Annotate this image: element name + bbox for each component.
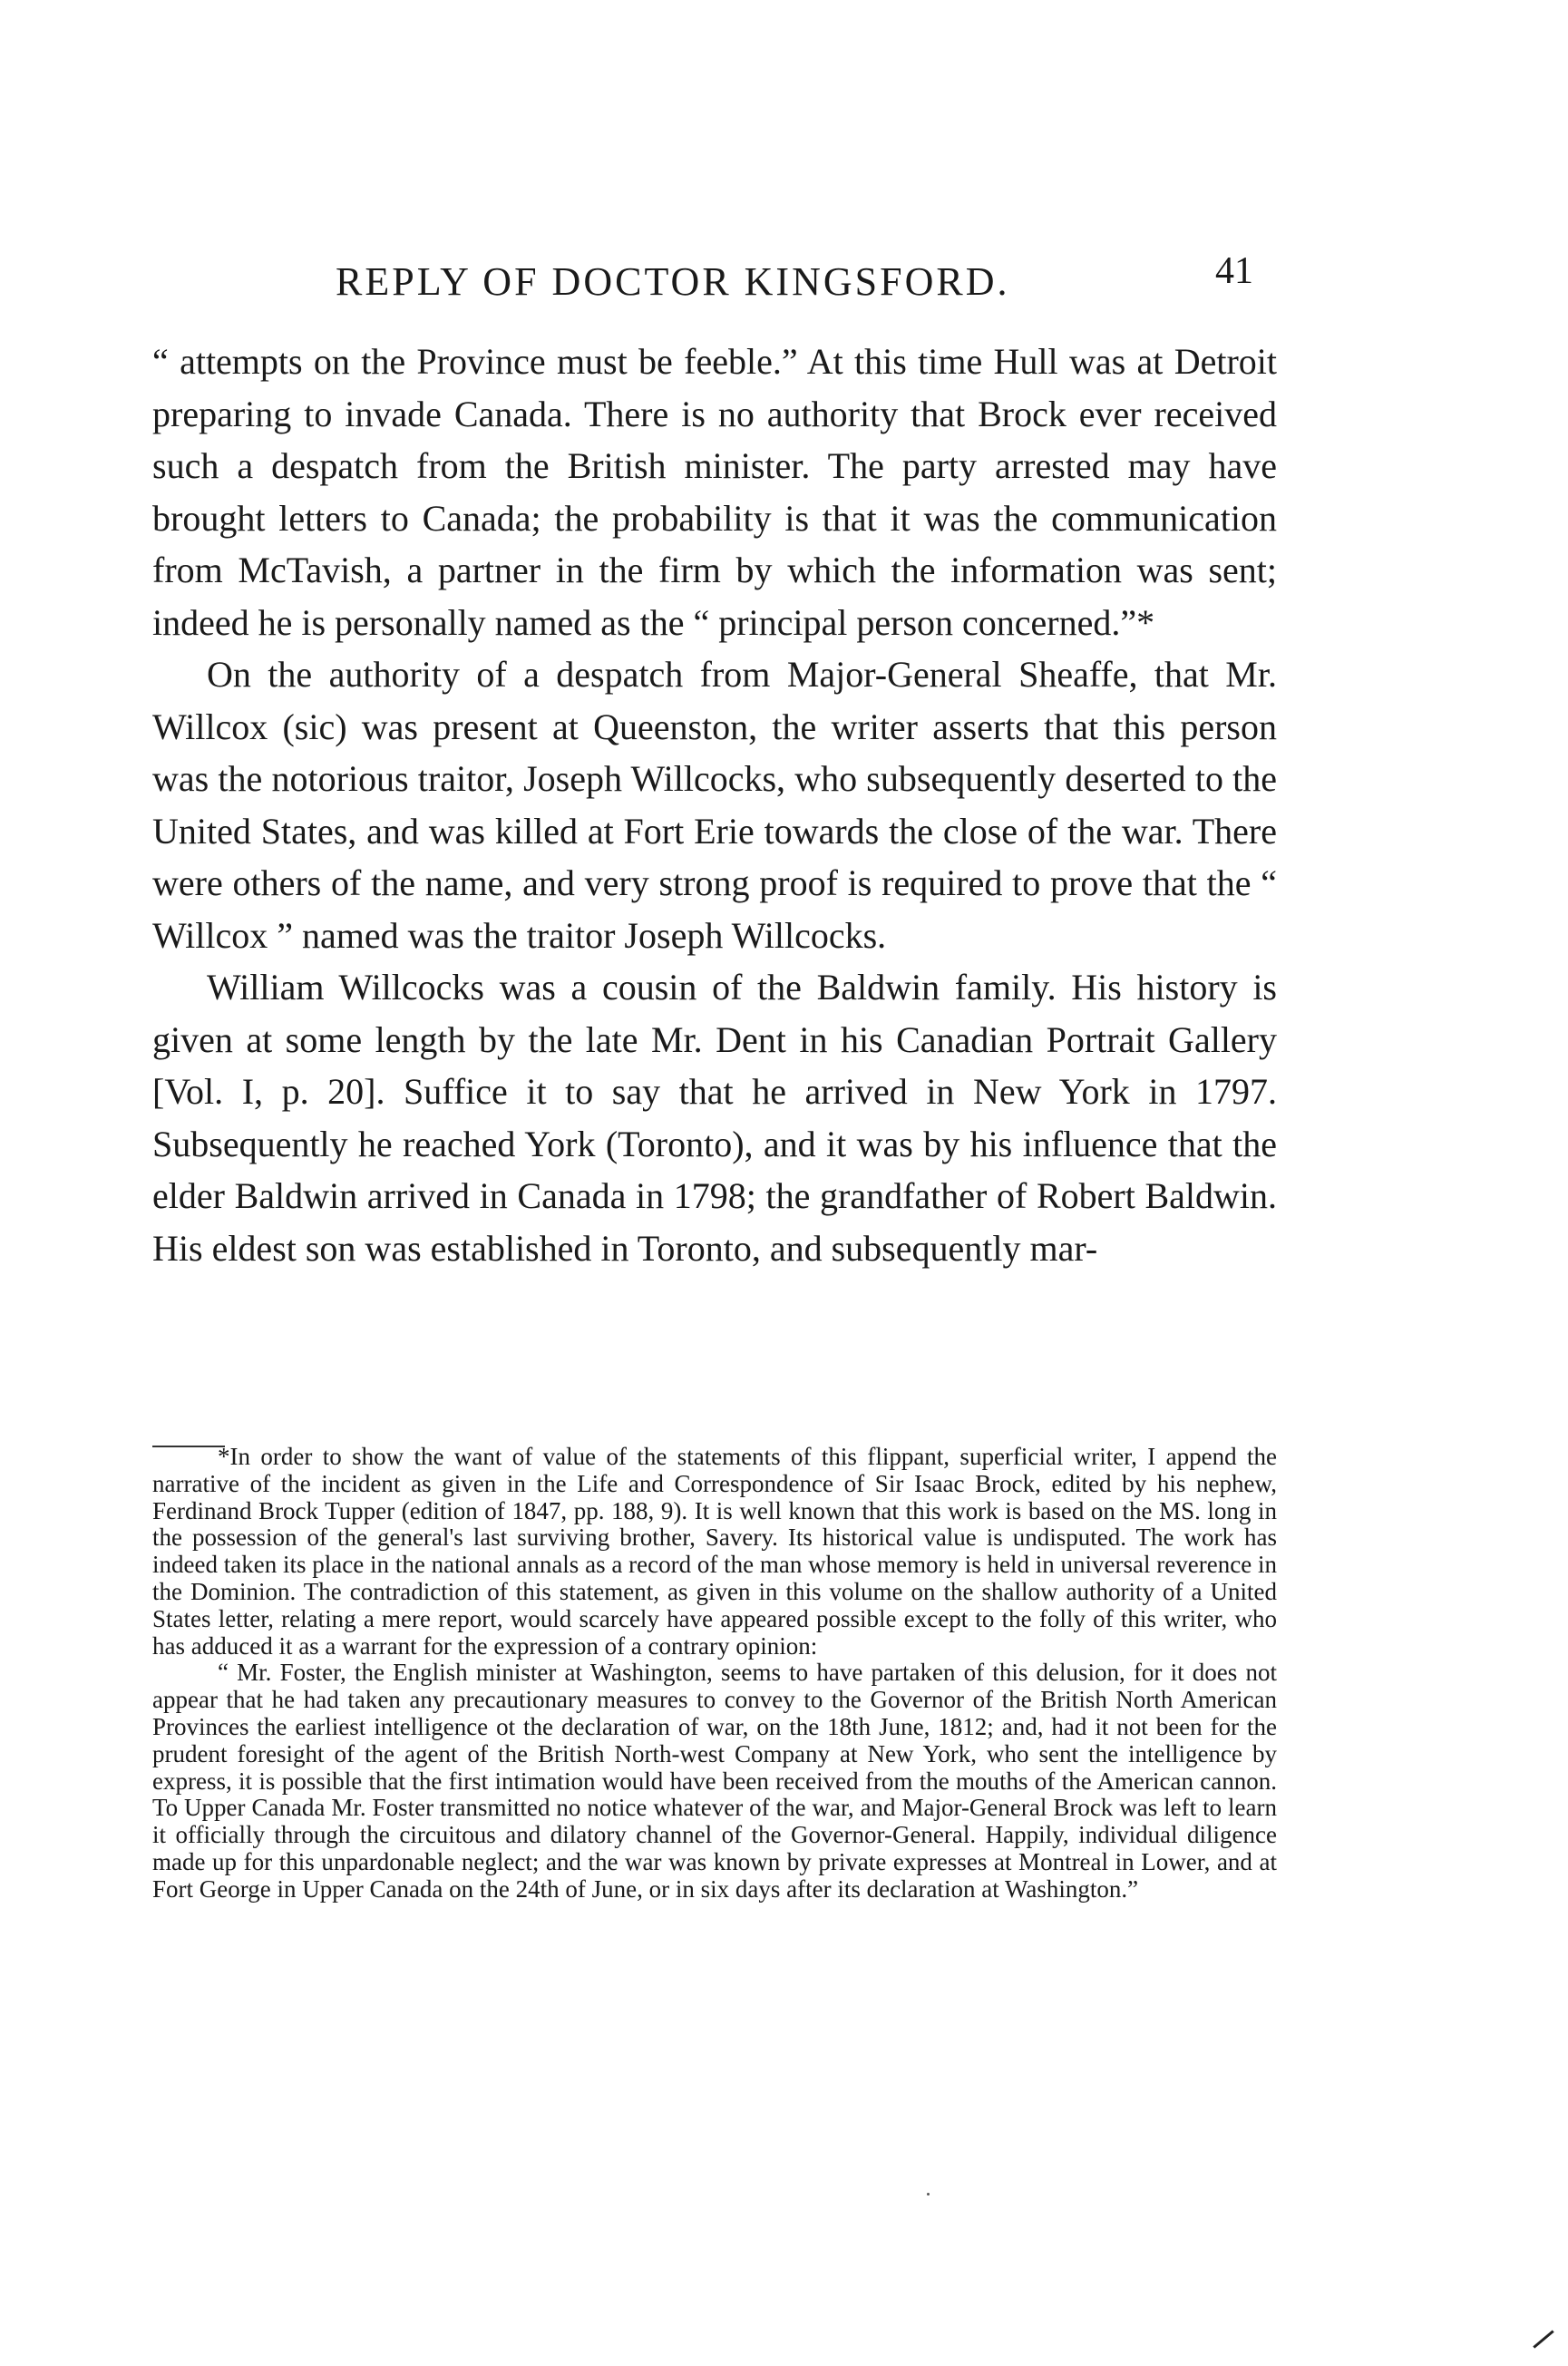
body-paragraph: “ attempts on the Province must be feeble.” At this time Hull was at Detroit preparing to invade Canada. There is no authority that Brock ever received such a despatch from the British minister. The party arrested may have brought letters to Canada; the probability is that it was the communication from McTavish, a partner in the firm by which the information was sent; indeed he is personally named as the “ principal person concerned.”* bbox=[152, 341, 1277, 643]
scan-speck bbox=[927, 2193, 930, 2196]
footnote-quotation: “ Mr. Foster, the English minister at Washington, seems to have partaken of this delusion, for it does not appear that he had taken any precautionary measures to convey to the Governor of the British North American Provinces the earliest intelligence ot the declaration of war, on the 18th June, 1812; and, had it not been for the prudent foresight of the agent of the British North-west Company at New York, who sent the intelligence by express, it is possible that the first intimation would have been received from the mouths of the American cannon. To Upper Canada Mr. Foster transmitted no notice whatever of the war, and Major-General Brock was left to learn it officially through the circuitous and dilatory channel of the Governor-General. Happily, individual diligence made up for this unpardonable neglect; and the war was known by private expresses at Montreal in Lower, and at Fort George in Upper Canada on the 24th of June, or in six days after its declaration at Washington.” bbox=[152, 1659, 1277, 1903]
page-number: 41 bbox=[1215, 250, 1253, 292]
body-paragraph: On the authority of a despatch from Major-General Sheaffe, that Mr. Willcox (sic) was present at Queenston, the writer asserts that this person was the notorious traitor, Joseph Willcocks, who subsequently deserted to the United States, and was killed at Fort Erie towards the close of the war. There were others of the name, and very strong proof is required to prove that the “ Willcox ” named was the traitor Joseph Willcocks. bbox=[152, 654, 1277, 956]
running-head: REPLY OF DOCTOR KINGSFORD. bbox=[336, 259, 1010, 304]
scan-corner-mark bbox=[1533, 2330, 1553, 2348]
body-paragraph: William Willcocks was a cousin of the Baldwin family. His history is given at some length by the late Mr. Dent in his Canadian Portrait Gallery [Vol. I, p. 20]. Suffice it to say that he arrived in New York in 1797. Subsequently he reached York (Toronto), and it was by his influence that the elder Baldwin arrived in Canada in 1798; the grandfather of Robert Baldwin. His eldest son was established in Toronto, and subsequently mar- bbox=[152, 967, 1277, 1269]
footnotes bbox=[152, 1444, 1277, 1904]
footnote-paragraph: *In order to show the want of value of the statements of this flippant, superficial writer, I append the narrative of the incident as given in the Life and Correspondence of Sir Isaac Brock, edited by his nephew, Ferdinand Brock Tupper (edition of 1847, pp. 188, 9). It is well known that this work is based on the MS. long in the possession of the general's last surviving brother, Savery. Its historical value is undisputed. The work has indeed taken its place in the national annals as a record of the man whose memory is held in universal reverence in the Dominion. The contradiction of this statement, as given in this volume on the shallow authority of a United States letter, relating a mere report, would scarcely have appeared possible except to the folly of this writer, who has adduced it as a warrant for the expression of a contrary opinion: bbox=[152, 1443, 1277, 1660]
main-text bbox=[152, 336, 1277, 1274]
